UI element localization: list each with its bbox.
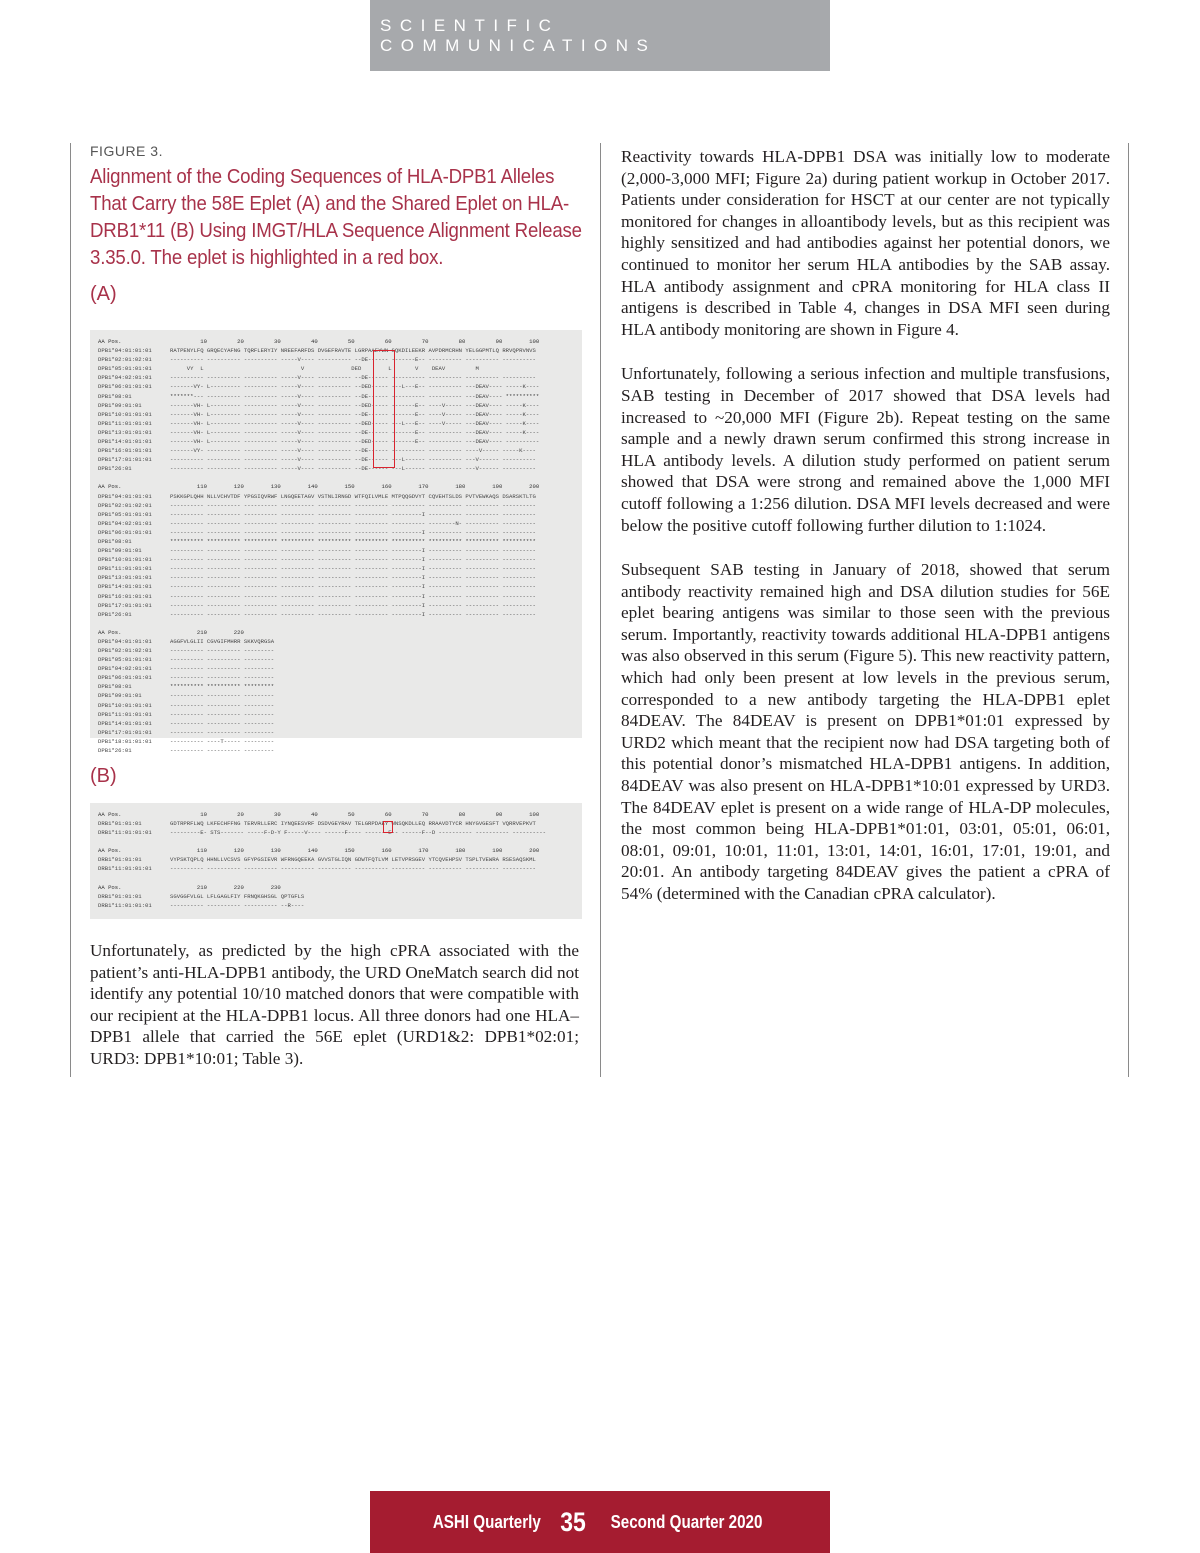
- alignment-allele-row: [98, 510, 574, 519]
- allele-sequence: VY L V DED L V DEAV M: [170, 365, 513, 373]
- alignment-block: [98, 628, 574, 755]
- allele-sequence: ---------- ---------- ---------- -----V---- ---------- --DE------ -------E-- ---------- ---------- ----------: [170, 356, 536, 364]
- allele-sequence: ---------- ---------- ---------- ---------- ---------- ---------- ---------I ---------- ---------- ----------: [170, 547, 536, 555]
- section-header-bar: [370, 0, 830, 71]
- allele-sequence: -------VH- L--------- ---------- -----V---- ---------- --DED----- ---L---E-- ----V----- ---DEAV---- -----K----: [170, 419, 540, 427]
- allele-sequence: ---------- ---------- ---------: [170, 747, 275, 755]
- allele-name: DPB1*26:01: [98, 610, 132, 618]
- allele-name: DPB1*11:01:01:01: [98, 419, 152, 427]
- alignment-position-row: [98, 482, 574, 491]
- allele-sequence: ---------- ---------- ---------- -----V---- ---------- --DE------ ---------- ---------- ---------- ----------: [170, 374, 536, 382]
- panel-b-label: (B): [90, 765, 117, 787]
- allele-sequence: 10 20 30 40 50 60 70 80 90 100: [170, 338, 540, 345]
- allele-name: DPB1*04:01:01:01: [98, 347, 152, 355]
- allele-name: DPB1*16:01:01:01: [98, 592, 152, 600]
- allele-name: DPB1*08:01: [98, 392, 132, 400]
- alignment-block: [98, 482, 574, 618]
- allele-sequence: ---------- ---------- ---------- ---------- ---------- ---------- ---------I ---------- ---------- ----------: [170, 583, 536, 591]
- alignment-allele-row: [98, 501, 574, 510]
- allele-sequence: 10 20 30 40 50 60 70 80 90 100: [170, 811, 540, 818]
- eplet-highlight-box: [373, 350, 395, 468]
- allele-name: DPB1*09:01:01: [98, 401, 142, 409]
- allele-sequence: PSKKGPLQHH NLLVCHVTDF YPGSIQVRWF LNGQEETAGV VSTNLIRNGD WTFQILVMLE MTPQQGDVYT CQVEHTSLDS PVTVEWKAQS DSARSKTLTG: [170, 492, 536, 500]
- allele-name: DPB1*04:02:01:01: [98, 665, 152, 673]
- alignment-allele-row: [98, 528, 574, 537]
- allele-sequence: ---------- ---------- ---------- ---------- ---------- ---------- ---------I ---------- ---------- ----------: [170, 574, 536, 582]
- alignment-allele-row: [98, 573, 574, 582]
- allele-sequence: AGGFVLGLII CGVGIFMHRR SKKVQRGSA: [170, 637, 275, 645]
- allele-name: DPB1*14:01:01:01: [98, 438, 152, 446]
- alignment-allele-row: [98, 410, 574, 419]
- alignment-allele-row: [98, 592, 574, 601]
- alignment-allele-row: [98, 519, 574, 528]
- alignment-position-row: [98, 810, 574, 819]
- alignment-allele-row: [98, 401, 574, 410]
- allele-sequence: -------VY- L--------- ---------- -----V---- ---------- --DED----- ---L---E-- ---------- ---DEAV---- -----K----: [170, 383, 540, 391]
- allele-sequence: ---------- ---------- ---------- ---------- ---------- ---------- ---------- ---------- ---------- ----------: [170, 865, 536, 873]
- allele-name: DPB1*18:01:01:01: [98, 737, 152, 745]
- allele-sequence: -------VH- L--------- ---------- -----V---- ---------- --DE------ -------E-- ---------- ---DEAV---- -----K----: [170, 428, 540, 436]
- allele-name: DPB1*10:01:01:01: [98, 410, 152, 418]
- allele-name: DRB1*01:01:01: [98, 856, 142, 864]
- allele-sequence: ---------- ---------- ---------: [170, 701, 275, 709]
- alignment-allele-row: [98, 828, 574, 837]
- allele-sequence: ---------- ---------- ---------- ---------- ---------- ---------- ---------I ---------- ---------- ----------: [170, 565, 536, 573]
- allele-name: DRB1*11:01:01:01: [98, 901, 152, 909]
- allele-name: DPB1*14:01:01:01: [98, 583, 152, 591]
- column-rule-right: [1128, 143, 1129, 1077]
- allele-sequence: -------VH- L--------- ---------- -----V---- ---------- --DE------ -------E-- ----V----- ---DEAV---- -----K----: [170, 410, 540, 418]
- alignment-allele-row: [98, 746, 574, 755]
- alignment-allele-row: [98, 864, 574, 873]
- allele-sequence: ---------- ---------- ---------- ---------- ---------- ---------- ---------- ---------- ---------- ----------: [170, 501, 536, 509]
- allele-sequence: ---------- ---------- ---------- --R----: [170, 901, 305, 909]
- allele-sequence: 210 220 230: [170, 883, 281, 891]
- column-rule-middle: [600, 143, 601, 1077]
- allele-sequence: GDTRPRFLWQ LKFECHFFNG TERVRLLERC IYNQEESVRF DSDVGEYRAV TELGRPDAEY WNSQKDLLEQ RRAAVDTYCR HNYGVGESFT VQRRVEPKVT: [170, 820, 536, 828]
- panel-a-label: (A): [90, 283, 117, 305]
- alignment-allele-row: [98, 737, 574, 746]
- alignment-allele-row: [98, 437, 574, 446]
- alignment-block: [98, 337, 574, 473]
- allele-sequence: -------VH- L--------- ---------- -----V---- ---------- --DED----- -------E-- ----V----- ---DEAV---- -----K----: [170, 401, 540, 409]
- allele-sequence: RATPENYLFQ GRQECYAFNG TQRFLERYIY NREEFARFDS DVGEFRAVTE LGRPAAEYWN SQKDILEEKR AVPDRMCRHN YELGGPMTLQ RRVQPRVNVS: [170, 347, 536, 355]
- allele-sequence: ---------- ---------- ---------- ---------- ---------- ---------- ---------I ---------- ---------- ----------: [170, 510, 536, 518]
- allele-name: DPB1*13:01:01:01: [98, 428, 152, 436]
- allele-sequence: ---------- ----T----- ---------: [170, 737, 275, 745]
- allele-sequence: *******--- ---------- ---------- -----V---- ---------- --DE------ ---------- ---------- ---DEAV---- **********: [170, 392, 540, 400]
- allele-sequence: ---------- ---------- ---------: [170, 647, 275, 654]
- eplet-highlight-box: [383, 821, 393, 833]
- alignment-allele-row: [98, 682, 574, 691]
- allele-name: DPB1*08:01: [98, 537, 132, 545]
- alignment-allele-row: [98, 455, 574, 464]
- alignment-allele-row: [98, 392, 574, 401]
- alignment-allele-row: [98, 637, 574, 646]
- allele-name: DPB1*11:01:01:01: [98, 565, 152, 573]
- allele-name: AA Pos.: [98, 847, 122, 855]
- alignment-allele-row: [98, 564, 574, 573]
- page-number: 35: [560, 1506, 587, 1537]
- right-column-text: [621, 146, 1110, 928]
- allele-sequence: SGVGGFVLGL LFLGAGLFIY FRNQKGHSGL QPTGFLS: [170, 892, 305, 900]
- body-paragraph: Unfortunately, following a serious infection and multiple transfusions, SAB testing in December of 2017 showed that DSA levels had increased to ~20,000 MFI (Figure 2b). Repeat testing on the same sample and a newly drawn serum confirmed this strong increase in HLA antibody levels. A dilution study performed on patient serum showed that DSA were strong and remained above the 1,000 MFI cutoff following a 1:256 dilution. DSA MFI levels decreased and were below the positive cutoff following further dilution to 1:1024.: [621, 364, 1110, 535]
- allele-name: DPB1*09:01:01: [98, 692, 142, 700]
- allele-name: DPB1*09:01:01: [98, 547, 142, 555]
- alignment-allele-row: [98, 546, 574, 555]
- allele-sequence: ---------- ---------- ---------: [170, 710, 275, 718]
- allele-sequence: ---------- ---------- ---------- ---------- ---------- ---------- ---------I ---------- ---------- ----------: [170, 610, 536, 618]
- alignment-panel-a: [90, 330, 582, 755]
- allele-sequence: ---------- ---------- ---------: [170, 719, 275, 727]
- allele-name: AA Pos.: [98, 628, 122, 636]
- alignment-allele-row: [98, 537, 574, 546]
- allele-sequence: -------VY- ---------- ---------- -----V---- ---------- --DE------ ---------- ---------- ----V----- -----K----: [170, 447, 536, 455]
- body-paragraph: Subsequent SAB testing in January of 2018, showed that serum antibody reactivity remained high and DSA dilution studies for 56E eplet bearing antigens was similar to those seen with the previous serum. Importantly, reactivity towards additional HLA-DPB1 antigens was also observed in this serum (Figure 5). This new reactivity pattern, which had only been present at low levels in the previous serum, corresponded to a new antibody targeting the HLA-DPB1 eplet 84DEAV. The 84DEAV is present on DPB1*01:01 expressed by URD2 which meant that the recipient now had DSA targeting both of this potential donor’s mismatched HLA-DPB1 antigens. In addition, 84DEAV was also present on HLA-DPB1*10:01 expressed by URD3. The 84DEAV eplet is present on a wide range of HLA-DP molecules, the most common being HLA-DPB1*01:01, 03:01, 05:01, 06:01, 08:01, 09:01, 10:01, 11:01, 13:01, 14:01, 16:01, 17:01, 19:01, and 20:01. An antibody targeting 84DEAV gives the patient a cPRA of 54% (determined with the Canadian cPRA calculator).: [621, 560, 1110, 903]
- alignment-allele-row: [98, 901, 574, 910]
- alignment-allele-row: [98, 610, 574, 619]
- allele-name: DPB1*06:01:01:01: [98, 528, 152, 536]
- section-title: SCIENTIFIC COMMUNICATIONS: [380, 15, 657, 55]
- alignment-allele-row: [98, 664, 574, 673]
- allele-name: DPB1*06:01:01:01: [98, 383, 152, 391]
- allele-sequence: ---------- ---------- ---------: [170, 656, 275, 664]
- allele-name: DPB1*02:01:02:01: [98, 501, 152, 509]
- allele-sequence: ---------- ---------- ---------- ---------- ---------- ---------- ---------I ---------- ---------- ----------: [170, 592, 536, 600]
- alignment-allele-row: [98, 855, 574, 864]
- alignment-allele-row: [98, 701, 574, 710]
- alignment-allele-row: [98, 646, 574, 655]
- allele-sequence: VYPSKTQPLQ HHNLLVCSVS GFYPGSIEVR WFRNGQEEKA GVVSTGLIQN GDWTFQTLVM LETVPRSGEV YTCQVEHPSV TSPLTVEWRA RSESAQSKML: [170, 856, 536, 864]
- allele-sequence: ---------- ---------- ---------- ---------- ---------- ---------- ---------- --------N- ---------- ----------: [170, 519, 536, 527]
- allele-name: DPB1*04:01:01:01: [98, 637, 152, 645]
- allele-name: DRB1*11:01:01:01: [98, 865, 152, 873]
- alignment-allele-row: [98, 346, 574, 355]
- allele-name: DPB1*06:01:01:01: [98, 674, 152, 682]
- alignment-allele-row: [98, 492, 574, 501]
- allele-sequence: ---------- ---------- ---------: [170, 692, 275, 700]
- alignment-position-row: [98, 846, 574, 855]
- alignment-position-row: [98, 628, 574, 637]
- allele-sequence: ---------- ---------- ---------- -----V---- ---------- --DE------ ---L------ ---------- ---V------ ----------: [170, 465, 536, 473]
- allele-name: DPB1*11:01:01:01: [98, 710, 152, 718]
- allele-name: DPB1*17:01:01:01: [98, 728, 152, 736]
- allele-sequence: 110 120 130 140 150 160 170 180 190 200: [170, 483, 540, 491]
- allele-name: DRB1*01:01:01: [98, 892, 142, 900]
- footer-journal-name: ASHI Quarterly: [432, 1511, 541, 1532]
- allele-name: DRB1*01:01:01: [98, 820, 142, 828]
- footer-issue: Second Quarter 2020: [610, 1511, 763, 1532]
- allele-name: DPB1*14:01:01:01: [98, 719, 152, 727]
- alignment-block: [98, 810, 574, 837]
- allele-name: DPB1*10:01:01:01: [98, 556, 152, 564]
- alignment-block: [98, 883, 574, 910]
- alignment-allele-row: [98, 710, 574, 719]
- alignment-allele-row: [98, 728, 574, 737]
- column-rule-left: [70, 143, 71, 1077]
- allele-sequence: ---------- ---------- ---------: [170, 665, 275, 673]
- alignment-allele-row: [98, 691, 574, 700]
- allele-name: DPB1*05:01:01:01: [98, 510, 152, 518]
- alignment-panel-b: [90, 803, 582, 919]
- allele-name: DPB1*05:01:01:01: [98, 365, 152, 373]
- page-footer: [370, 1491, 830, 1553]
- alignment-block: [98, 846, 574, 873]
- alignment-allele-row: [98, 555, 574, 564]
- alignment-allele-row: [98, 892, 574, 901]
- allele-sequence: 210 220: [170, 628, 244, 636]
- allele-name: AA Pos.: [98, 811, 122, 818]
- alignment-position-row: [98, 337, 574, 346]
- alignment-allele-row: [98, 373, 574, 382]
- alignment-allele-row: [98, 419, 574, 428]
- alignment-allele-row: [98, 446, 574, 455]
- allele-name: DPB1*08:01: [98, 683, 132, 691]
- allele-name: DPB1*04:02:01:01: [98, 519, 152, 527]
- allele-sequence: ---------- ---------- ---------- ---------- ---------- ---------- ---------I ---------- ---------- ----------: [170, 601, 536, 609]
- body-paragraph: Reactivity towards HLA-DPB1 DSA was initially low to moderate (2,000-3,000 MFI; Figure 2a) during patient workup in October 2017. Patients under consideration for HSCT at our center are not typically monitored for changes in alloantibody levels, but as this recipient was highly sensitized and had antibodies against her potential donors, we continued to monitor her serum HLA antibodies by the SAB assay. HLA antibody assignment and cPRA monitoring for HLA class II antigens is described in Table 4, changes in DSA MFI seen during HLA antibody monitoring are shown in Figure 4.: [621, 147, 1110, 339]
- allele-name: DPB1*17:01:01:01: [98, 456, 152, 464]
- alignment-allele-row: [98, 364, 574, 373]
- allele-name: AA Pos.: [98, 483, 122, 491]
- alignment-allele-row: [98, 655, 574, 664]
- allele-name: DPB1*26:01: [98, 747, 132, 755]
- alignment-allele-row: [98, 673, 574, 682]
- allele-name: DPB1*02:01:02:01: [98, 647, 152, 654]
- alignment-position-row: [98, 883, 574, 892]
- alignment-allele-row: [98, 382, 574, 391]
- figure-caption: Alignment of the Coding Sequences of HLA-DPB1 Alleles That Carry the 58E Eplet (A) and the Shared Eplet on HLA-DRB1*11 (B) Using IMGT/HLA Sequence Alignment Release 3.35.0. The eplet is highlighted in a red box.: [90, 166, 582, 269]
- alignment-allele-row: [98, 355, 574, 364]
- allele-name: DPB1*26:01: [98, 465, 132, 473]
- allele-sequence: ********** ********** *********: [170, 683, 275, 691]
- allele-sequence: ---------- ---------- ---------: [170, 728, 275, 736]
- allele-name: DPB1*04:01:01:01: [98, 492, 152, 500]
- allele-name: DRB1*11:01:01:01: [98, 829, 152, 837]
- allele-sequence: ---------- ---------- ---------- ---------- ---------- ---------- ---------I ---------- ---------- ----------: [170, 556, 536, 564]
- allele-sequence: ********** ********** ********** ********** ********** ********** ********** ********** ********** **********: [170, 537, 536, 545]
- allele-name: DPB1*16:01:01:01: [98, 447, 152, 455]
- alignment-allele-row: [98, 819, 574, 828]
- allele-name: DPB1*04:02:01:01: [98, 374, 152, 382]
- figure-3: [90, 143, 582, 909]
- figure-label: FIGURE 3.: [90, 143, 163, 159]
- allele-name: AA Pos.: [98, 883, 122, 891]
- allele-name: AA Pos.: [98, 338, 122, 345]
- allele-sequence: ---------- ---------- ---------- -----V---- ---------- --DE------ ---L------ ---------- ---V------ ----------: [170, 456, 536, 464]
- allele-sequence: 110 120 130 140 150 160 170 180 190 200: [170, 847, 540, 855]
- alignment-allele-row: [98, 719, 574, 728]
- left-body-paragraph: Unfortunately, as predicted by the high cPRA associated with the patient’s anti-HLA-DPB1 antibody, the URD OneMatch search did not identify any potential 10/10 matched donors that were compatible with our recipient at the HLA-DPB1 locus. All three donors had one HLA–DPB1 allele that carried the 56E eplet (URD1&2: DPB1*02:01; URD3: DPB1*10:01; Table 3).: [90, 941, 579, 1068]
- allele-name: DPB1*02:01:02:01: [98, 356, 152, 364]
- alignment-allele-row: [98, 464, 574, 473]
- alignment-allele-row: [98, 428, 574, 437]
- allele-sequence: ---------- ---------- ---------- ---------- ---------- ---------- ---------I ---------- ---------- ----------: [170, 528, 536, 536]
- alignment-allele-row: [98, 601, 574, 610]
- allele-name: DPB1*13:01:01:01: [98, 574, 152, 582]
- allele-name: DPB1*10:01:01:01: [98, 701, 152, 709]
- allele-sequence: ---------- ---------- ---------: [170, 674, 275, 682]
- allele-sequence: -------VH- L--------- ---------- -----V---- ---------- --DED----- -------E-- ---------- ---DEAV---- ----------: [170, 438, 540, 446]
- allele-name: DPB1*05:01:01:01: [98, 656, 152, 664]
- alignment-allele-row: [98, 582, 574, 591]
- allele-sequence: ---------E- STS------- -----F-D-Y F-----V---- ------F---- -------E-- ------F--D ---------- ---------- ----------: [170, 829, 546, 837]
- allele-name: DPB1*17:01:01:01: [98, 601, 152, 609]
